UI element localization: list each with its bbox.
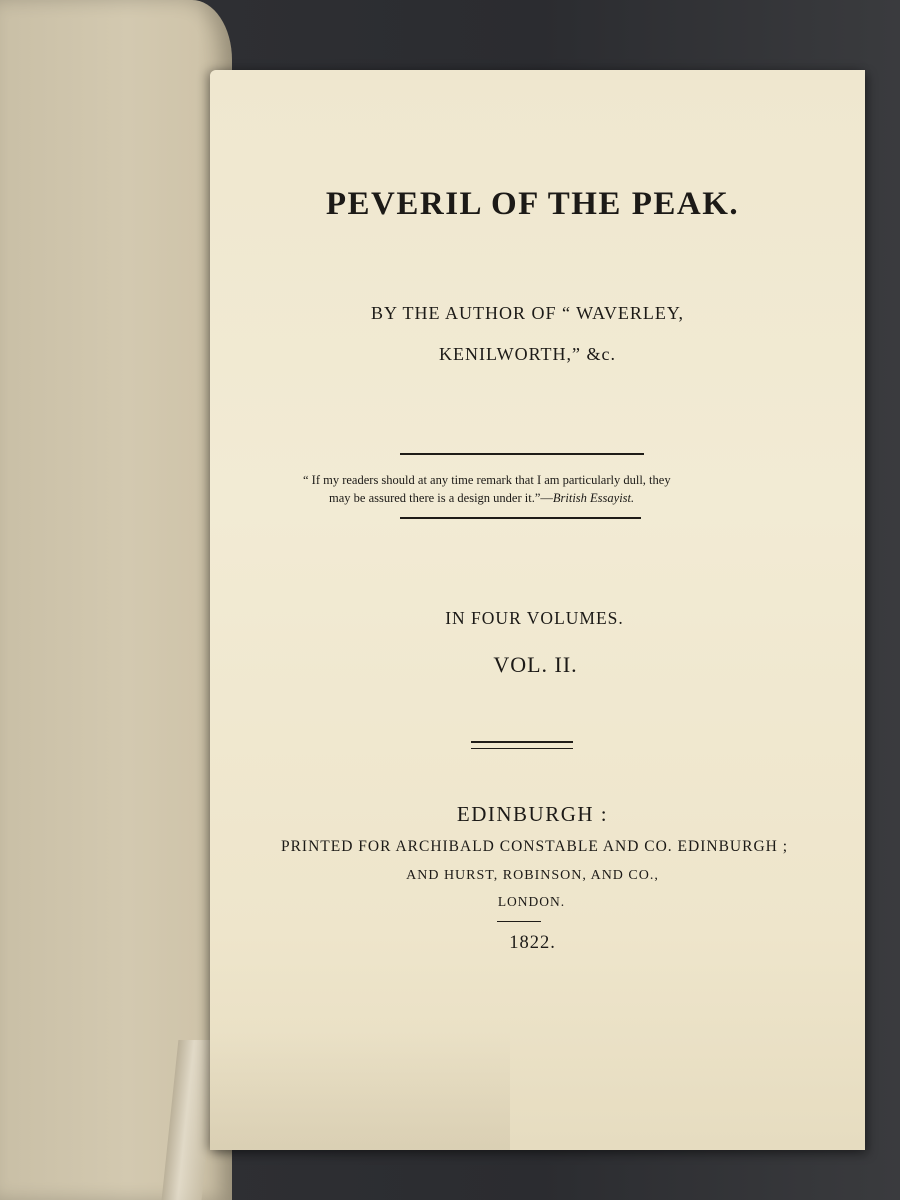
- publication-year: 1822.: [509, 933, 556, 953]
- byline-line-2: KENILWORTH,” &c.: [438, 344, 617, 364]
- epigraph-bottom-rule: [400, 517, 641, 519]
- volume-number: VOL. II.: [493, 652, 578, 677]
- imprint-printer-line-1: PRINTED FOR ARCHIBALD CONSTABLE AND CO. EDINBURGH ;: [280, 838, 789, 855]
- epigraph-line-1: “ If my readers should at any time remark that I am particularly dull, they: [303, 473, 671, 487]
- epigraph-top-rule: [400, 453, 644, 455]
- year-rule: [497, 921, 541, 922]
- byline-line-1: BY THE AUTHOR OF “ WAVERLEY,: [370, 303, 685, 323]
- volumes-note: IN FOUR VOLUMES.: [445, 608, 624, 628]
- imprint-city: EDINBURGH :: [456, 802, 609, 826]
- epigraph-line-2: [210, 489, 900, 508]
- imprint-printer-line-2: AND HURST, ROBINSON, AND CO.,: [406, 868, 659, 883]
- double-rule-divider: [471, 741, 573, 749]
- epigraph-text: may be assured there is a design under it.”—: [329, 491, 553, 505]
- epigraph-source: British Essayist.: [552, 491, 635, 505]
- left-facing-page: [0, 0, 232, 1200]
- book-title: PEVERIL OF THE PEAK.: [325, 186, 740, 222]
- imprint-printer-line-3: LONDON.: [497, 894, 566, 909]
